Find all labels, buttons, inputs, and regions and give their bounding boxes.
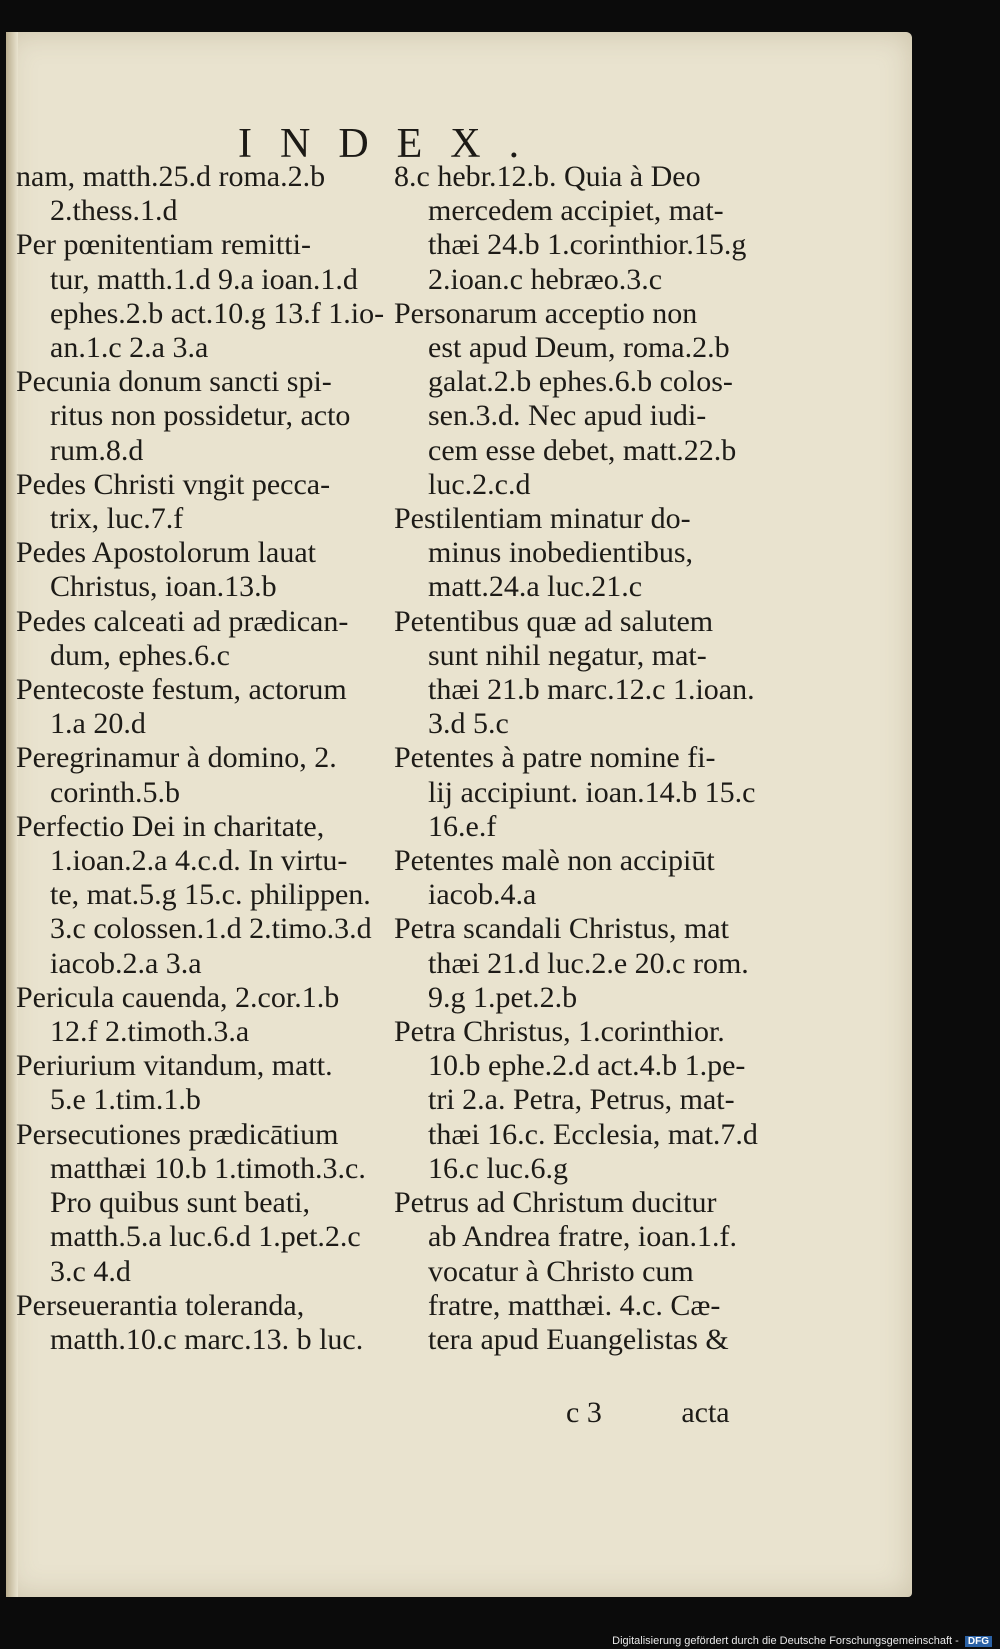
entry-line: fratre, matthæi. 4.c. Cæ-: [428, 1288, 721, 1322]
entry-line: Pericula cauenda, 2.cor.1.b: [16, 980, 340, 1014]
entry-line: thæi 21.b marc.12.c 1.ioan.: [428, 673, 755, 707]
entry-line: luc.2.c.d: [428, 467, 531, 501]
index-entry: [16, 160, 386, 228]
index-entry: [16, 981, 386, 1049]
index-entry: [16, 365, 386, 468]
entry-line: 5.e 1.tim.1.b: [50, 1083, 201, 1117]
dfg-logo: DFG: [965, 1636, 992, 1647]
entry-line: matthæi 10.b 1.timoth.3.c.: [50, 1151, 366, 1185]
entry-line: Perseuerantia toleranda,: [16, 1288, 305, 1322]
index-entry: [16, 810, 386, 981]
entry-line: matth.10.c marc.13. b luc.: [50, 1322, 364, 1356]
entry-line: corinth.5.b: [50, 775, 180, 809]
entry-line: dum, ephes.6.c: [50, 638, 230, 672]
entry-line: nam, matth.25.d roma.2.b: [16, 160, 326, 193]
entry-line: tur, matth.1.d 9.a ioan.1.d: [50, 262, 358, 296]
entry-line: cem esse debet, matt.22.b: [428, 433, 737, 467]
entry-line: 3.c 4.d: [50, 1254, 131, 1288]
entry-line: Pentecoste festum, actorum: [16, 673, 347, 707]
entry-line: sunt nihil negatur, mat-: [428, 638, 707, 672]
entry-line: Petrus ad Christum ducitur: [394, 1186, 717, 1220]
entry-line: Per pœnitentiam remitti-: [16, 228, 311, 262]
entry-line: 1.ioan.2.a 4.c.d. In virtu-: [50, 844, 348, 878]
index-entry: [394, 912, 774, 1015]
entry-line: 2.ioan.c hebræo.3.c: [428, 262, 663, 296]
right-column: [394, 160, 774, 1357]
entry-line: 2.thess.1.d: [50, 194, 178, 228]
index-entry: [16, 1049, 386, 1117]
entry-line: ephes.2.b act.10.g 13.f 1.io-: [50, 296, 385, 330]
index-entry: [16, 536, 386, 604]
entry-line: vocatur à Christo cum: [428, 1254, 694, 1288]
entry-line: 3.c colossen.1.d 2.timo.3.d: [50, 912, 372, 946]
index-entry: [394, 741, 774, 844]
entry-line: matt.24.a luc.21.c: [428, 570, 643, 604]
catchword: acta: [681, 1396, 730, 1429]
entry-line: minus inobedientibus,: [428, 536, 693, 570]
entry-line: iacob.2.a 3.a: [50, 946, 202, 980]
entry-line: iacob.4.a: [428, 878, 537, 912]
entry-line: Peregrinamur à domino, 2.: [16, 741, 337, 775]
entry-line: Petra scandali Christus, mat: [394, 912, 729, 946]
entry-line: Pro quibus sunt beati,: [50, 1186, 310, 1220]
left-column: [16, 160, 386, 1357]
entry-line: thæi 16.c. Ecclesia, mat.7.d: [428, 1117, 758, 1151]
entry-line: 16.e.f: [428, 809, 497, 843]
entry-line: galat.2.b ephes.6.b colos-: [428, 365, 733, 399]
index-entry: [16, 468, 386, 536]
entry-line: 1.a 20.d: [50, 707, 146, 741]
running-header: INDEX.: [238, 121, 548, 167]
index-entry: [394, 502, 774, 605]
entry-line: Pecunia donum sancti spi-: [16, 365, 332, 399]
entry-line: est apud Deum, roma.2.b: [428, 331, 730, 365]
entry-line: 12.f 2.timoth.3.a: [50, 1015, 250, 1049]
entry-line: 3.d 5.c: [428, 707, 509, 741]
index-entry: [394, 1015, 774, 1186]
entry-line: an.1.c 2.a 3.a: [50, 331, 209, 365]
entry-line: Perfectio Dei in charitate,: [16, 809, 325, 843]
index-entry: [394, 1186, 774, 1357]
entry-line: lij accipiunt. ioan.14.b 15.c: [428, 775, 756, 809]
index-entry: [16, 605, 386, 673]
entry-line: matth.5.a luc.6.d 1.pet.2.c: [50, 1220, 361, 1254]
entry-line: ritus non possidetur, acto: [50, 399, 351, 433]
entry-line: mercedem accipiet, mat-: [428, 194, 724, 228]
entry-line: Christus, ioan.13.b: [50, 570, 277, 604]
digitization-credit: [612, 1635, 992, 1647]
index-entry: [16, 673, 386, 741]
entry-line: rum.8.d: [50, 433, 144, 467]
entry-line: te, mat.5.g 15.c. philippen.: [50, 878, 371, 912]
entry-line: 8.c hebr.12.b. Quia à Deo: [394, 160, 701, 193]
entry-line: Personarum acceptio non: [394, 296, 698, 330]
credit-text: Digitalisierung gefördert durch die Deutsche Forschungsgemeinschaft -: [612, 1635, 959, 1647]
entry-line: 10.b ephe.2.d act.4.b 1.pe-: [428, 1049, 746, 1083]
index-entry: [16, 741, 386, 809]
index-entry: [394, 160, 774, 297]
entry-line: Petentes malè non accipiūt: [394, 844, 715, 878]
entry-line: tera apud Euangelistas &: [428, 1322, 729, 1356]
entry-line: trix, luc.7.f: [50, 502, 184, 536]
entry-line: Petentibus quæ ad salutem: [394, 604, 714, 638]
index-entry: [394, 844, 774, 912]
index-entry: [16, 1118, 386, 1289]
page-footer: [566, 1396, 730, 1430]
book-page: [6, 32, 912, 1597]
entry-line: tri 2.a. Petra, Petrus, mat-: [428, 1083, 735, 1117]
entry-line: Petentes à patre nomine fi-: [394, 741, 716, 775]
entry-line: Petra Christus, 1.corinthior.: [394, 1015, 725, 1049]
index-entry: [394, 297, 774, 502]
entry-line: ab Andrea fratre, ioan.1.f.: [428, 1220, 738, 1254]
entry-line: Pedes Apostolorum lauat: [16, 536, 316, 570]
index-entry: [16, 228, 386, 365]
entry-line: Periurium vitandum, matt.: [16, 1049, 333, 1083]
entry-line: Pedes Christi vngit pecca-: [16, 467, 331, 501]
signature-mark: c 3: [566, 1396, 602, 1429]
index-entry: [16, 1289, 386, 1357]
entry-line: Pestilentiam minatur do-: [394, 502, 691, 536]
entry-line: 9.g 1.pet.2.b: [428, 980, 578, 1014]
entry-line: sen.3.d. Nec apud iudi-: [428, 399, 707, 433]
entry-line: Persecutiones prædicātium: [16, 1117, 339, 1151]
entry-line: 16.c luc.6.g: [428, 1151, 568, 1185]
entry-line: Pedes calceati ad prædican-: [16, 604, 349, 638]
entry-line: thæi 24.b 1.corinthior.15.g: [428, 228, 747, 262]
entry-line: thæi 21.d luc.2.e 20.c rom.: [428, 946, 749, 980]
index-entry: [394, 605, 774, 742]
